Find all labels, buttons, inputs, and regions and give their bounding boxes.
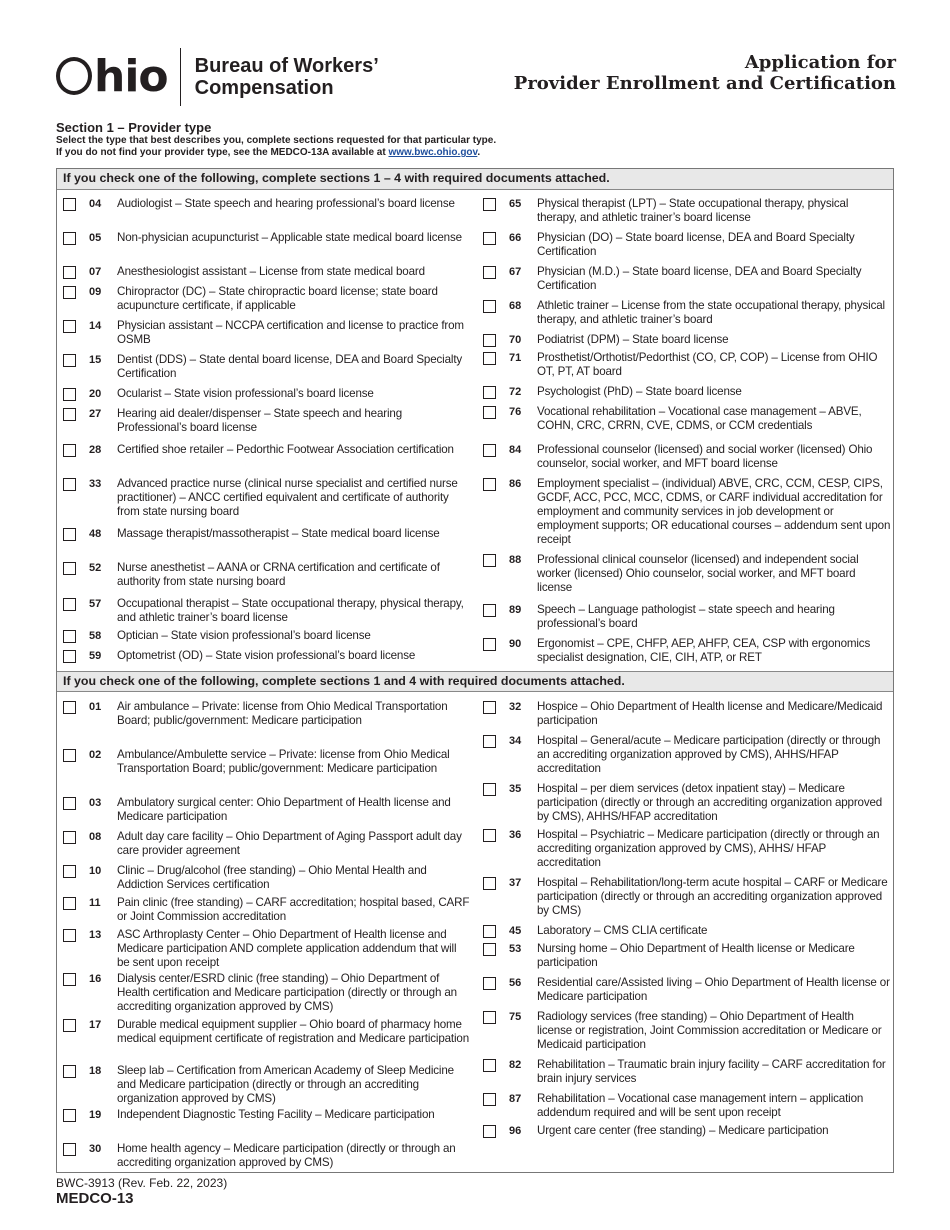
provider-type-code: 65 [509,198,522,210]
provider-type-code: 89 [509,604,522,616]
provider-type-checkbox[interactable] [483,266,496,279]
provider-type-code: 10 [89,865,102,877]
provider-type-code: 30 [89,1143,102,1155]
provider-type-description: Pain clinic (free standing) – CARF accreditation; hospital based, CARF or Joint Commission accreditation [117,896,470,923]
provider-type-description: Rehabilitation – Traumatic brain injury facility – CARF accreditation for brain injury services [537,1058,886,1085]
section-header [56,120,896,159]
provider-type-checkbox[interactable] [483,1011,496,1024]
provider-type-description: Psychologist (PhD) – State board license [537,385,742,398]
provider-type-description: Physician assistant – NCCPA certification and license to practice from OSMB [117,319,464,346]
form-title-line2: Provider Enrollment and Certification [513,73,896,94]
provider-type-checkbox[interactable] [63,701,76,714]
provider-type-description: Employment specialist – (individual) ABVE, CRC, CCM, CESP, CIPS, GCDF, ACC, PCC, MCC, CDMS, or CARF individual accreditation for employment and community services in job development or employment supports; OR educational courses – addendum sent upon receipt [537,477,891,546]
provider-type-description: Vocational rehabilitation – Vocational case management – ABVE, COHN, CRC, CRRN, CVE, CDMS, or CCM credentials [537,405,862,432]
provider-type-code: 14 [89,320,102,332]
form-code: MEDCO-13 [56,1190,134,1207]
provider-type-description: Hospice – Ohio Department of Health license and Medicare/Medicaid participation [537,700,883,727]
provider-type-checkbox[interactable] [63,232,76,245]
provider-type-code: 27 [89,408,102,420]
provider-type-checkbox[interactable] [63,408,76,421]
group2-heading: If you check one of the following, complete sections 1 and 4 with required documents attached. [57,671,893,692]
provider-type-description: ASC Arthroplasty Center – Ohio Department of Health license and Medicare participation AND complete application addendum that will be sent upon receipt [117,928,457,969]
ohio-bwc-logo [56,48,379,106]
provider-type-code: 52 [89,562,102,574]
provider-type-checkbox[interactable] [63,1143,76,1156]
provider-type-code: 58 [89,630,102,642]
provider-type-checkbox[interactable] [483,1125,496,1138]
provider-type-checkbox[interactable] [483,638,496,651]
provider-type-code: 68 [509,300,522,312]
provider-type-code: 32 [509,701,522,713]
provider-type-checkbox[interactable] [63,320,76,333]
form-title-line1: Application for [744,52,896,73]
provider-type-description: Laboratory – CMS CLIA certificate [537,924,708,937]
provider-type-checkbox[interactable] [483,300,496,313]
provider-type-code: 37 [509,877,522,889]
provider-type-code: 18 [89,1065,102,1077]
provider-type-checkbox[interactable] [63,562,76,575]
provider-type-description: Hospital – General/acute – Medicare participation (directly or through an accrediting organization approved by CMS), AHHS/HFAP accreditation [537,734,881,775]
provider-type-code: 04 [89,198,102,210]
provider-type-code: 71 [509,352,522,364]
provider-type-description: Ambulance/Ambulette service – Private: license from Ohio Medical Transportation Board; public/government: Medicare participation [117,748,450,775]
provider-type-code: 48 [89,528,102,540]
provider-type-description: Advanced practice nurse (clinical nurse specialist and certified nurse practitioner) – ANCC certified equivalent and certificate of authority from state nursing board [117,477,458,518]
ohio-logo-wordmark: hio [56,55,168,99]
provider-type-code: 05 [89,232,102,244]
provider-type-description: Dialysis center/ESRD clinic (free standing) – Ohio Department of Health certification and Medicare participation (directly or through an accrediting organization approved by CMS) [117,972,457,1013]
provider-type-description: Ergonomist – CPE, CHFP, AEP, AHFP, CEA, CSP with ergonomics specialist designation, CIE, CIH, ATP, or RET [537,637,871,664]
provider-type-checkbox[interactable] [63,929,76,942]
provider-type-code: 88 [509,554,522,566]
provider-type-description: Nursing home – Ohio Department of Health license or Medicare participation [537,942,855,969]
provider-type-checkbox[interactable] [483,1059,496,1072]
provider-type-checkbox[interactable] [483,406,496,419]
provider-type-description: Durable medical equipment supplier – Ohio board of pharmacy home medical equipment certificate of registration and Medicare participation [117,1018,470,1045]
provider-type-checkbox[interactable] [63,1019,76,1032]
provider-type-description: Urgent care center (free standing) – Medicare participation [537,1124,829,1137]
provider-type-checkbox[interactable] [63,528,76,541]
provider-type-checkbox[interactable] [483,943,496,956]
provider-type-checkbox[interactable] [483,829,496,842]
provider-type-code: 87 [509,1093,522,1105]
provider-type-checkbox[interactable] [483,604,496,617]
provider-type-checkbox[interactable] [63,354,76,367]
provider-type-code: 90 [509,638,522,650]
provider-type-checkbox[interactable] [483,877,496,890]
provider-type-code: 07 [89,266,102,278]
provider-type-checkbox[interactable] [483,352,496,365]
provider-type-checkbox[interactable] [483,1093,496,1106]
provider-type-description: Optometrist (OD) – State vision professional’s board license [117,649,416,662]
provider-type-checkbox[interactable] [483,198,496,211]
provider-type-checkbox[interactable] [63,797,76,810]
provider-type-code: 17 [89,1019,102,1031]
provider-type-description: Massage therapist/massotherapist – State medical board license [117,527,440,540]
provider-type-description: Nurse anesthetist – AANA or CRNA certification and certificate of authority from state nursing board [117,561,440,588]
provider-type-checkbox[interactable] [483,735,496,748]
provider-type-checkbox[interactable] [63,831,76,844]
provider-type-description: Professional clinical counselor (licensed) and independent social worker (licensed) Ohio counselor, social worker, and MFT board license [537,553,859,594]
provider-type-code: 96 [509,1125,522,1137]
group1-heading: If you check one of the following, complete sections 1 – 4 with required documents attached. [57,169,893,190]
provider-type-checkbox[interactable] [63,266,76,279]
provider-type-code: 84 [509,444,522,456]
provider-type-code: 82 [509,1059,522,1071]
provider-type-description: Air ambulance – Private: license from Ohio Medical Transportation Board; public/government: Medicare participation [117,700,448,727]
provider-type-code: 02 [89,749,102,761]
provider-type-description: Anesthesiologist assistant – License from state medical board [117,265,425,278]
form-number: BWC-3913 (Rev. Feb. 22, 2023) [56,1176,228,1190]
provider-type-checkbox[interactable] [63,198,76,211]
page-header [56,44,896,110]
provider-type-description: Prosthetist/Orthotist/Pedorthist (CO, CP, COP) – License from OHIO OT, PT, AT board [537,351,878,378]
provider-type-description: Optician – State vision professional’s board license [117,629,371,642]
provider-type-checkbox[interactable] [63,478,76,491]
provider-type-checkbox[interactable] [63,897,76,910]
provider-type-description: Hearing aid dealer/dispenser – State speech and hearing Professional’s board license [117,407,403,434]
provider-type-checkbox[interactable] [63,749,76,762]
provider-type-description: Certified shoe retailer – Pedorthic Footwear Association certification [117,443,454,456]
provider-type-code: 15 [89,354,102,366]
instruction-suffix: . [477,147,481,158]
bureau-name-line2: Compensation [194,77,334,99]
provider-type-description: Athletic trainer – License from the state occupational therapy, physical therapy, and athletic trainer’s board [537,299,885,326]
section-instruction: Select the type that best describes you, complete sections requested for that particular type. [56,135,497,146]
provider-type-description: Physician (DO) – State board license, DEA and Board Specialty Certification [537,231,855,258]
form-title [514,52,896,94]
provider-type-description: Physician (M.D.) – State board license, DEA and Board Specialty Certification [537,265,862,292]
provider-type-checkbox[interactable] [483,232,496,245]
bureau-name [195,55,379,99]
provider-type-description: Adult day care facility – Ohio Department of Aging Passport adult day care provider agreement [117,830,462,857]
provider-type-code: 13 [89,929,102,941]
provider-type-code: 28 [89,444,102,456]
provider-type-code: 35 [509,783,522,795]
provider-type-code: 53 [509,943,522,955]
provider-type-code: 67 [509,266,522,278]
provider-type-description: Hospital – Psychiatric – Medicare participation (directly or through an accrediting organization approved by CMS), AHHS/ HFAP accreditation [537,828,880,869]
provider-type-code: 09 [89,286,102,298]
provider-type-description: Physical therapist (LPT) – State occupational therapy, physical therapy, and athletic trainer’s board license [537,197,849,224]
provider-type-checkbox[interactable] [63,598,76,611]
provider-type-description: Hospital – per diem services (detox inpatient stay) – Medicare participation (directly or through an accrediting organization approved by CMS), AHHS/HFAP accreditation [537,782,883,823]
provider-type-code: 20 [89,388,102,400]
provider-type-description: Clinic – Drug/alcohol (free standing) – Ohio Mental Health and Addiction Services certification [117,864,427,891]
provider-type-description: Home health agency – Medicare participation (directly or through an accrediting organization approved by CMS) [117,1142,456,1169]
provider-type-description: Audiologist – State speech and hearing professional’s board license [117,197,455,210]
provider-type-checkbox[interactable] [483,554,496,567]
provider-type-code: 59 [89,650,102,662]
provider-type-code: 33 [89,478,102,490]
provider-type-checkbox[interactable] [483,444,496,457]
provider-type-code: 66 [509,232,522,244]
provider-type-code: 70 [509,334,522,346]
provider-type-code: 11 [89,897,101,909]
provider-type-code: 75 [509,1011,522,1023]
section-title: Section 1 – Provider type [56,120,212,135]
provider-type-checkbox[interactable] [483,925,496,938]
provider-type-checkbox[interactable] [63,865,76,878]
bureau-name-line1: Bureau of Workers’ [194,55,379,77]
provider-type-code: 72 [509,386,522,398]
page-footer [56,1176,227,1208]
provider-type-code: 19 [89,1109,102,1121]
provider-type-code: 36 [509,829,522,841]
provider-type-checkbox[interactable] [483,701,496,714]
provider-type-code: 34 [509,735,522,747]
provider-type-description: Hospital – Rehabilitation/long-term acute hospital – CARF or Medicare participation (directly or through an accrediting organization approved by CMS) [537,876,888,917]
provider-type-code: 86 [509,478,522,490]
provider-type-checkbox[interactable] [483,334,496,347]
provider-type-code: 01 [89,701,102,713]
bwc-website-link[interactable]: www.bwc.ohio.gov [388,147,478,158]
provider-type-description: Rehabilitation – Vocational case management intern – application addendum required and will be sent upon receipt [537,1092,864,1119]
instruction-prefix: If you do not find your provider type, see the MEDCO-13A available at [56,147,389,158]
provider-type-checkbox[interactable] [63,973,76,986]
provider-type-description: Non-physician acupuncturist – Applicable state medical board license [117,231,462,244]
provider-type-description: Ambulatory surgical center: Ohio Department of Health license and Medicare participation [117,796,451,823]
provider-type-code: 56 [509,977,522,989]
provider-type-table [56,168,894,1173]
provider-type-description: Podiatrist (DPM) – State board license [537,333,729,346]
provider-type-checkbox[interactable] [63,388,76,401]
provider-type-code: 45 [509,925,522,937]
provider-type-description: Sleep lab – Certification from American Academy of Sleep Medicine and Medicare participation (directly or through an accrediting organization approved by CMS) [117,1064,454,1105]
provider-type-checkbox[interactable] [483,386,496,399]
provider-type-checkbox[interactable] [63,1109,76,1122]
provider-type-description: Chiropractor (DC) – State chiropractic board license; state board acupuncture certificate, if applicable [117,285,438,312]
provider-type-checkbox[interactable] [63,650,76,663]
provider-type-checkbox[interactable] [63,630,76,643]
provider-type-code: 16 [89,973,102,985]
provider-type-checkbox[interactable] [483,977,496,990]
provider-type-description: Radiology services (free standing) – Ohio Department of Health license or registration, Joint Commission accreditation or Medicare or Medicaid participation [537,1010,882,1051]
provider-type-description: Ocularist – State vision professional’s board license [117,387,374,400]
provider-type-description: Residential care/Assisted living – Ohio Department of Health license or Medicare participation [537,976,890,1003]
provider-type-checkbox[interactable] [63,1065,76,1078]
provider-type-code: 76 [509,406,522,418]
provider-type-checkbox[interactable] [63,444,76,457]
provider-type-description: Dentist (DDS) – State dental board license, DEA and Board Specialty Certification [117,353,463,380]
section-instruction-link-line [56,147,896,159]
provider-type-description: Occupational therapist – State occupational therapy, physical therapy, and athletic trainer’s board license [117,597,464,624]
provider-type-code: 08 [89,831,102,843]
provider-type-code: 03 [89,797,102,809]
provider-type-description: Speech – Language pathologist – state speech and hearing professional’s board [537,603,835,630]
provider-type-checkbox[interactable] [63,286,76,299]
provider-type-code: 57 [89,598,102,610]
provider-type-checkbox[interactable] [483,783,496,796]
provider-type-description: Professional counselor (licensed) and social worker (licensed) Ohio counselor, social worker, and MFT board license [537,443,873,470]
logo-divider [180,48,181,106]
provider-type-checkbox[interactable] [483,478,496,491]
provider-type-description: Independent Diagnostic Testing Facility – Medicare participation [117,1108,435,1121]
